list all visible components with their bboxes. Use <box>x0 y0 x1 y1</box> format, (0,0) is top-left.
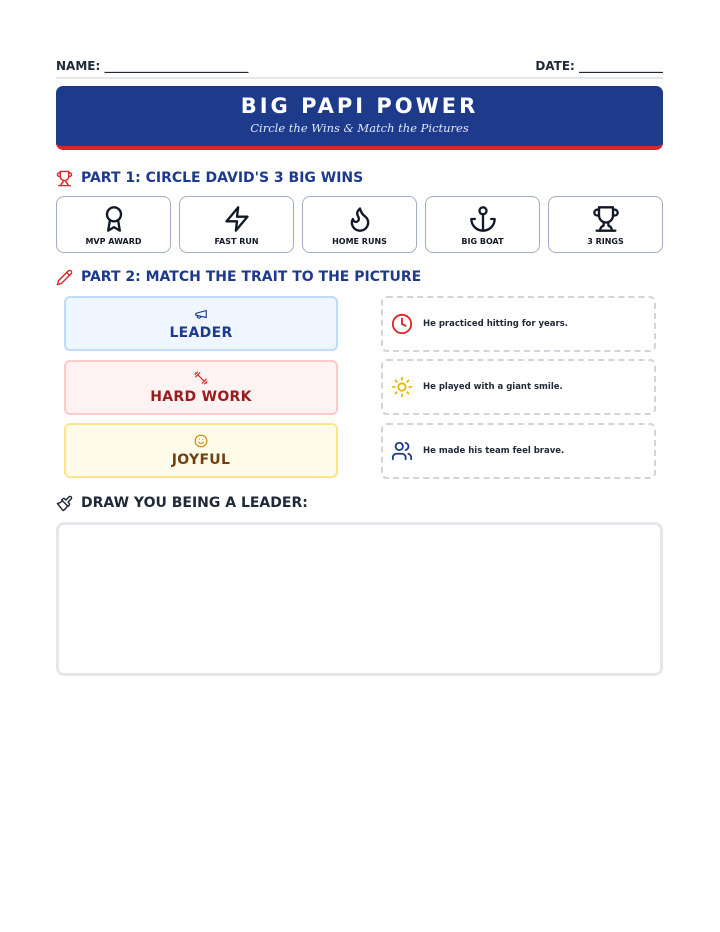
header-divider <box>56 77 663 79</box>
page-title: BIG PAPI POWER <box>240 94 479 118</box>
date-field-label[interactable]: DATE: ______________ <box>535 59 663 73</box>
win-card-mvp-award[interactable] <box>56 196 171 253</box>
win-label: MVP AWARD <box>85 237 142 246</box>
picture-card-team[interactable] <box>381 423 656 479</box>
drawing-area[interactable] <box>56 522 663 676</box>
dumbbell-icon <box>194 371 208 385</box>
lightning-icon <box>223 205 251 233</box>
picture-text: He practiced hitting for years. <box>423 319 569 329</box>
win-card-big-boat[interactable] <box>425 196 540 253</box>
megaphone-icon <box>194 307 208 321</box>
win-label: BIG BOAT <box>461 237 504 246</box>
page-subtitle: Circle the Wins & Match the Pictures <box>250 121 469 135</box>
part3-heading <box>56 493 663 513</box>
win-card-home-runs[interactable] <box>302 196 417 253</box>
trait-label: LEADER <box>169 324 233 341</box>
win-card-3-rings[interactable] <box>548 196 663 253</box>
trait-card-leader[interactable] <box>64 296 338 351</box>
part1-heading-text: PART 1: CIRCLE DAVID'S 3 BIG WINS <box>81 170 364 186</box>
trophy-icon <box>592 205 620 233</box>
picture-text: He played with a giant smile. <box>423 382 563 392</box>
trait-card-hard-work[interactable] <box>64 360 338 415</box>
part1-heading <box>56 168 663 188</box>
picture-card-smile[interactable] <box>381 359 656 415</box>
win-label: 3 RINGS <box>587 237 624 246</box>
pencil-icon <box>56 269 73 286</box>
smile-icon <box>194 434 208 448</box>
paintbrush-icon <box>56 495 73 512</box>
part3-heading-text: DRAW YOU BEING A LEADER: <box>81 495 308 511</box>
trait-label: HARD WORK <box>150 388 252 405</box>
title-banner <box>56 86 663 150</box>
anchor-icon <box>469 205 497 233</box>
picture-card-practice[interactable] <box>381 296 656 352</box>
clock-icon <box>391 313 413 335</box>
header-row <box>56 56 663 76</box>
wins-row <box>56 196 663 253</box>
trait-label: JOYFUL <box>171 451 231 468</box>
part2-heading-text: PART 2: MATCH THE TRAIT TO THE PICTURE <box>81 269 422 285</box>
flame-icon <box>346 205 374 233</box>
win-label: FAST RUN <box>214 237 259 246</box>
picture-text: He made his team feel brave. <box>423 446 565 456</box>
trophy-icon <box>56 170 73 187</box>
win-label: HOME RUNS <box>332 237 387 246</box>
name-field-label[interactable]: NAME: ________________________ <box>56 59 249 73</box>
trait-card-joyful[interactable] <box>64 423 338 478</box>
award-icon <box>100 205 128 233</box>
sun-icon <box>391 376 413 398</box>
win-card-fast-run[interactable] <box>179 196 294 253</box>
part2-heading <box>56 267 663 287</box>
users-icon <box>391 440 413 462</box>
